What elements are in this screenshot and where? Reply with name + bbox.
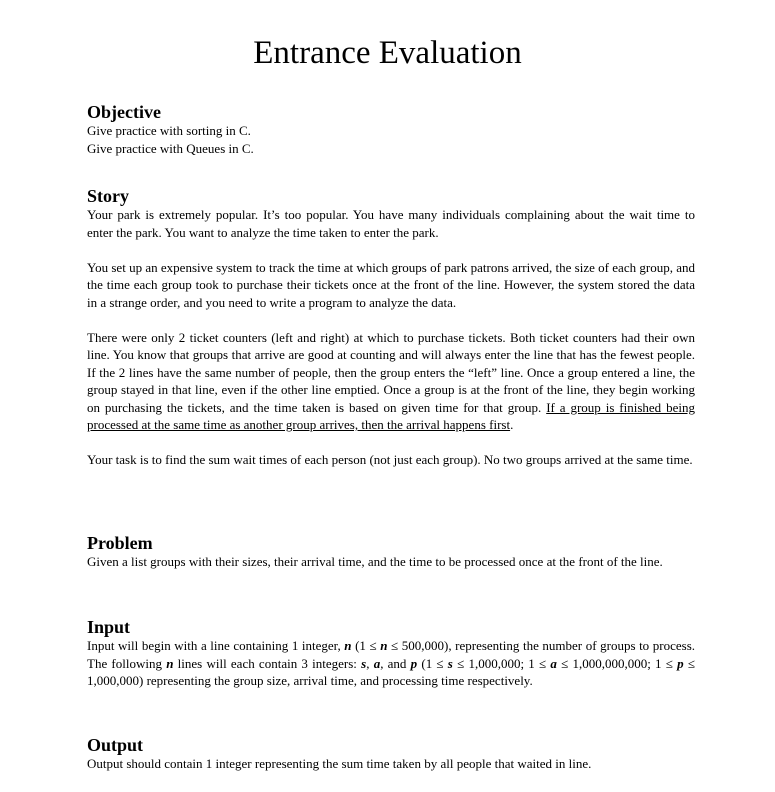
- input-heading: Input: [87, 617, 131, 637]
- objective-heading: Objective: [87, 102, 161, 122]
- input-text-part: Input will begin with a line containing 1 integer,: [87, 638, 345, 653]
- input-text-part: (1 ≤: [417, 655, 448, 671]
- var-p: p: [677, 655, 684, 671]
- output-section: [87, 735, 695, 773]
- output-heading: Output: [87, 735, 144, 755]
- input-text-part: (1 ≤: [351, 638, 381, 653]
- story-heading: Story: [87, 186, 129, 206]
- problem-text: Given a list groups with their sizes, their arrival time, and the time to be processed once at the front of the line.: [87, 554, 663, 569]
- problem-section: [87, 533, 695, 571]
- problem-heading: Problem: [87, 533, 153, 553]
- objective-line: Give practice with sorting in C.: [87, 123, 251, 138]
- var-n: n: [380, 638, 388, 653]
- input-text-part: ≤ 500,000), representing the number of groups to process. The following: [87, 638, 695, 671]
- input-text-part: ≤ 1,000,000,000; 1 ≤: [556, 655, 678, 671]
- story-paragraph-3: [87, 329, 695, 434]
- story-section: [87, 186, 695, 469]
- var-n: n: [166, 655, 174, 671]
- var-a: a: [550, 655, 557, 671]
- objective-line: Give practice with Queues in C.: [87, 140, 254, 156]
- var-s: s: [447, 655, 453, 671]
- input-section: [87, 617, 695, 690]
- story-paragraph-2: You set up an expensive system to track the time at which groups of park patrons arrived, the size of each group, and the time each group took to purchase their tickets once at the front of the line. However, the system stored the data in a strange order, and you need to write a program to analyze the data.: [87, 259, 695, 310]
- var-p: p: [410, 655, 418, 671]
- input-text-part: , and: [380, 655, 411, 671]
- input-text: [87, 637, 695, 690]
- var-n: n: [344, 638, 352, 653]
- story-paragraph-3-text: There were only 2 ticket counters (left and right) at which to purchase tickets. Both ticket counters had their own line. You know that groups that arrive are good at counting and will always enter the line that has the fewest people. If the 2 lines have the same number of people, then the group enters the “left” line. Once a group entered a line, the group stayed in that line, even if the other line emptied. Once a group is at the front of the line, they begin working on purchasing the tickets, and the time taken is based on given time for that group.: [87, 329, 695, 415]
- story-underlined-rule: If a group is finished being processed at the same time as another group arrives, then the arrival happens first: [87, 399, 695, 432]
- input-text-part: ≤ 1,000,000; 1 ≤: [452, 655, 551, 671]
- page-title: Entrance Evaluation: [253, 35, 522, 71]
- story-paragraph-4: Your task is to find the sum wait times of each person (not just each group). No two groups arrived at the same time.: [87, 452, 693, 467]
- input-text-part: lines will each contain 3 integers:: [173, 655, 362, 671]
- var-s: s: [361, 655, 367, 671]
- var-a: a: [373, 655, 381, 671]
- input-text-part: ,: [366, 655, 374, 671]
- story-paragraph-3-end: .: [510, 417, 514, 432]
- story-paragraph-1: Your park is extremely popular. It’s too popular. You have many individuals complaining about the wait time to enter the park. You want to analyze the time taken to enter the park.: [87, 207, 695, 240]
- input-text-part: ≤ 1,000,000) representing the group size, arrival time, and processing time respectively.: [87, 655, 695, 688]
- output-text: Output should contain 1 integer representing the sum time taken by all people that waited in line.: [87, 756, 592, 771]
- objective-section: [87, 102, 695, 157]
